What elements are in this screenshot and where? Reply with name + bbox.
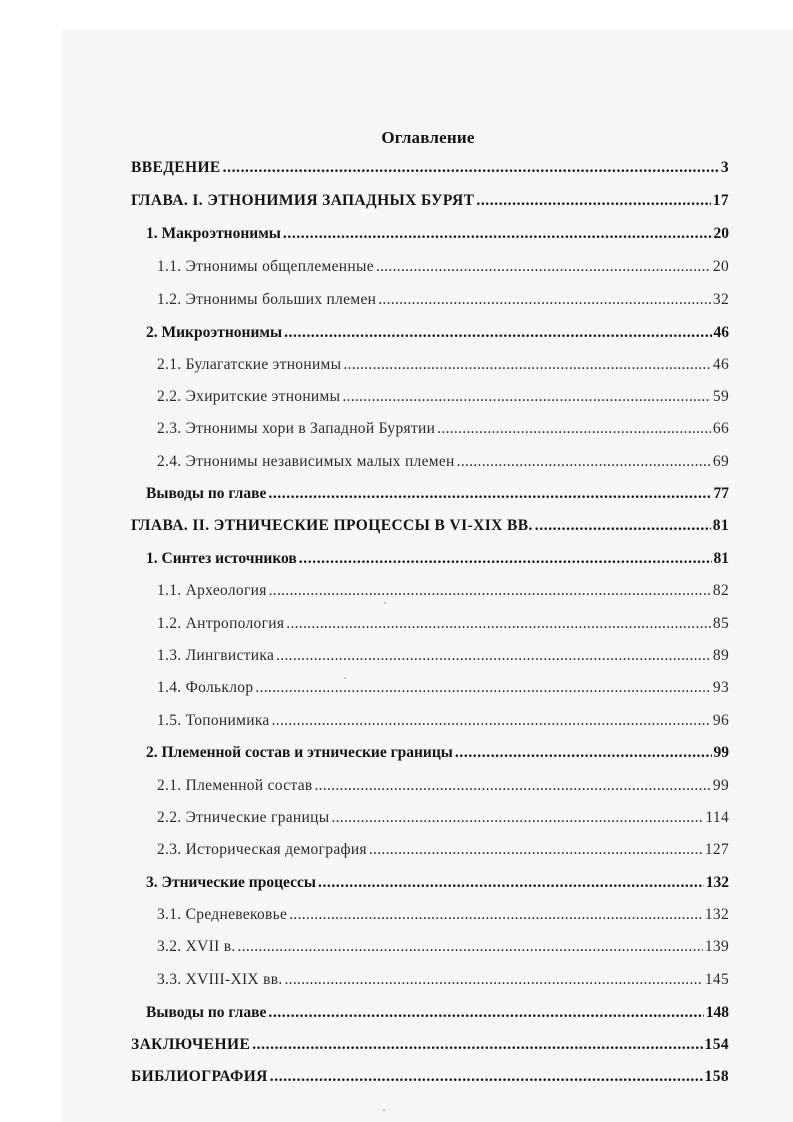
toc-entry[interactable]: 1. Синтез источников ..... 81: [146, 549, 729, 569]
toc-entry[interactable]: ГЛАВА. II. ЭТНИЧЕСКИЕ ПРОЦЕССЫ В VI-XIX ВВ. ..... 81: [131, 516, 729, 536]
toc-entry[interactable]: 3.2. XVII в. ..... 139: [157, 937, 729, 957]
toc-page-number: 154: [704, 1036, 729, 1053]
toc-entry[interactable]: 2. Племенной состав и этнические границы ..... 99: [146, 743, 729, 763]
toc-entry[interactable]: 2. Микроэтнонимы ..... 46: [146, 323, 729, 343]
toc-page-number: 127: [704, 841, 729, 858]
toc-page-number: 32: [712, 291, 729, 308]
scan-speck: [384, 602, 386, 604]
toc-page-number: 148: [705, 1004, 729, 1021]
toc-page-number: 20: [713, 225, 729, 242]
toc-page-number: 158: [704, 1068, 729, 1085]
toc-entry[interactable]: 1.5. Топонимика ..... 96: [157, 711, 729, 731]
toc-title: Оглавление: [381, 128, 475, 147]
toc-entry[interactable]: 3.1. Средневековье ..... 132: [157, 905, 729, 925]
toc-entry[interactable]: ВВЕДЕНИЕ ..... 3: [131, 158, 729, 178]
toc-entry[interactable]: 3.3. XVIII-XIX вв. ..... 145: [157, 970, 729, 990]
toc-entry[interactable]: 2.4. Этнонимы независимых малых племен ..... 69: [157, 452, 729, 472]
toc-entry[interactable]: 3. Этнические процессы ..... 132: [146, 873, 729, 893]
toc-page-number: 99: [713, 744, 729, 761]
toc-page-number: 96: [712, 712, 729, 729]
toc-page-number: 66: [712, 420, 729, 437]
toc-entry[interactable]: 2.2. Эхиритские этнонимы ..... 59: [157, 387, 729, 407]
toc-entry[interactable]: 1.2. Антропология ..... 85: [157, 614, 729, 634]
scan-speck: [344, 677, 346, 679]
toc-page-number: 46: [713, 324, 729, 341]
toc-entry[interactable]: 2.2. Этнические границы ..... 114: [157, 808, 729, 828]
toc-entry[interactable]: 2.3. Этнонимы хори в Западной Бурятии ..... 66: [157, 419, 729, 439]
toc-entry[interactable]: ЗАКЛЮЧЕНИЕ ..... 154: [131, 1035, 729, 1055]
toc-page-number: 81: [713, 550, 729, 567]
toc-entry[interactable]: 2.3. Историческая демография ..... 127: [157, 840, 729, 860]
toc-page-number: 59: [712, 388, 729, 405]
toc-entry[interactable]: 1.4. Фольклор ..... 93: [157, 678, 729, 698]
toc-page-number: 89: [712, 647, 729, 664]
toc-page-number: 93: [712, 679, 729, 696]
toc-entry[interactable]: 1.1. Этнонимы общеплеменные ..... 20: [157, 257, 729, 277]
toc-page-number: 17: [712, 192, 729, 209]
toc-entry[interactable]: 1.2. Этнонимы больших племен ..... 32: [157, 290, 729, 310]
toc-page-number: 145: [704, 971, 729, 988]
toc-page-number: 82: [712, 582, 729, 599]
toc-page-number: 20: [712, 258, 729, 275]
toc-entry[interactable]: 1.1. Археология ..... 82: [157, 581, 729, 601]
toc-page-number: 3: [720, 159, 729, 176]
toc-entry[interactable]: Выводы по главе ..... 148: [146, 1003, 729, 1023]
toc-page-number: 69: [712, 453, 729, 470]
toc-page-number: 85: [712, 615, 729, 632]
toc-entry[interactable]: 1.3. Лингвистика ..... 89: [157, 646, 729, 666]
toc-page-number: 114: [705, 809, 729, 826]
toc-page-number: 77: [713, 485, 729, 502]
toc-entry[interactable]: 1. Макроэтнонимы ..... 20: [146, 224, 729, 244]
toc-entry[interactable]: Выводы по главе ..... 77: [146, 484, 729, 504]
toc-entry[interactable]: 2.1. Булагатские этнонимы ..... 46: [157, 355, 729, 375]
toc-page-number: 139: [704, 938, 729, 955]
toc-page-number: 132: [704, 906, 729, 923]
toc-page-number: 46: [712, 356, 729, 373]
scan-speck: [383, 1109, 385, 1111]
toc-page-number: 81: [712, 517, 729, 534]
toc-entry[interactable]: 2.1. Племенной состав ..... 99: [157, 776, 729, 796]
toc-page-number: 132: [705, 874, 729, 891]
toc-entry[interactable]: ГЛАВА. I. ЭТНОНИМИЯ ЗАПАДНЫХ БУРЯТ ..... 17: [131, 191, 729, 211]
toc-page-number: 99: [712, 777, 729, 794]
toc-entry[interactable]: БИБЛИОГРАФИЯ ..... 158: [131, 1067, 729, 1087]
